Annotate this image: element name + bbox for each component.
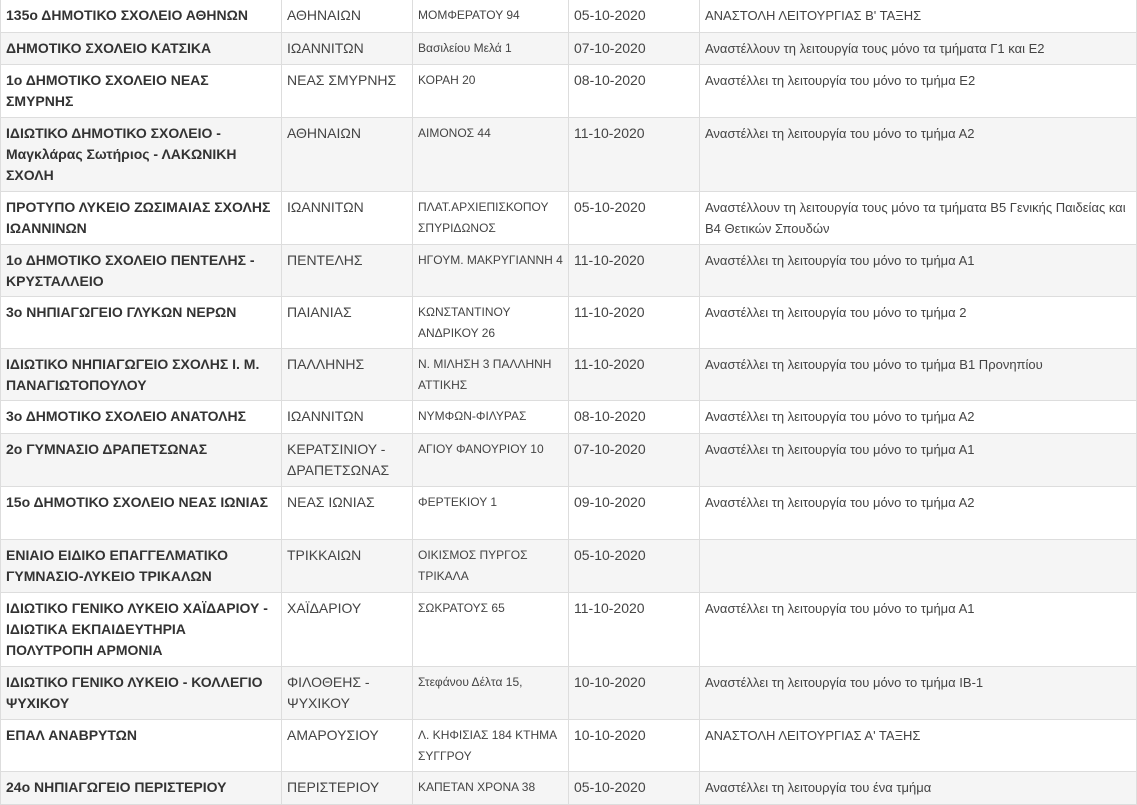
table-row (1, 434, 1137, 487)
school-name-cell: 15ο ΔΗΜΟΤΙΚΟ ΣΧΟΛΕΙΟ ΝΕΑΣ ΙΩΝΙΑΣ (1, 487, 282, 540)
address-cell: ΚΟΡΑΗ 20 (413, 65, 569, 118)
date-cell: 08-10-2020 (569, 401, 700, 434)
municipality-cell: ΑΘΗΝΑΙΩΝ (282, 118, 413, 192)
school-name-cell: ΙΔΙΩΤΙΚΟ ΓΕΝΙΚΟ ΛΥΚΕΙΟ - ΚΟΛΛΕΓΙΟ ΨΥΧΙΚΟΥ (1, 667, 282, 720)
municipality-cell: ΤΡΙΚΚΑΙΩΝ (282, 540, 413, 593)
address-cell: ΜΟΜΦΕΡΑΤΟΥ 94 (413, 0, 569, 33)
note-cell: Αναστέλλει τη λειτουργία του μόνο το τμήμα Ε2 (700, 65, 1137, 118)
address-cell: Στεφάνου Δέλτα 15, (413, 667, 569, 720)
note-cell: ΑΝΑΣΤΟΛΗ ΛΕΙΤΟΥΡΓΙΑΣ Β' ΤΑΞΗΣ (700, 0, 1137, 33)
table-row (1, 772, 1137, 805)
note-cell: Αναστέλλουν τη λειτουργία τους μόνο τα τμήματα Γ1 και Ε2 (700, 33, 1137, 65)
address-cell: ΟΙΚΙΣΜΟΣ ΠΥΡΓΟΣ ΤΡΙΚΑΛΑ (413, 540, 569, 593)
table-row (1, 65, 1137, 118)
school-name-cell: ΠΡΟΤΥΠΟ ΛΥΚΕΙΟ ΖΩΣΙΜΑΙΑΣ ΣΧΟΛΗΣ ΙΩΑΝΝΙΝΩΝ (1, 192, 282, 245)
table-row (1, 33, 1137, 65)
school-name-cell: ΕΝΙΑΙΟ ΕΙΔΙΚΟ ΕΠΑΓΓΕΛΜΑΤΙΚΟ ΓΥΜΝΑΣΙΟ-ΛΥΚΕΙΟ ΤΡΙΚΑΛΩΝ (1, 540, 282, 593)
school-name-cell: 135ο ΔΗΜΟΤΙΚΟ ΣΧΟΛΕΙΟ ΑΘΗΝΩΝ (1, 0, 282, 33)
note-cell: Αναστέλλει τη λειτουργία του μόνο το τμήμα Α2 (700, 118, 1137, 192)
date-cell: 11-10-2020 (569, 349, 700, 401)
table-row (1, 349, 1137, 401)
municipality-cell: ΑΜΑΡΟΥΣΙΟΥ (282, 720, 413, 772)
table-body (1, 0, 1137, 805)
table-row (1, 720, 1137, 772)
note-cell: Αναστέλλει τη λειτουργία του μόνο το τμήμα ΙΒ-1 (700, 667, 1137, 720)
date-cell: 05-10-2020 (569, 192, 700, 245)
table-row (1, 401, 1137, 434)
school-name-cell: ΕΠΑΛ ΑΝΑΒΡΥΤΩΝ (1, 720, 282, 772)
school-name-cell: ΙΔΙΩΤΙΚΟ ΔΗΜΟΤΙΚΟ ΣΧΟΛΕΙΟ - Μαγκλάρας Σωτήριος - ΛΑΚΩΝΙΚΗ ΣΧΟΛΗ (1, 118, 282, 192)
municipality-cell: ΝΕΑΣ ΙΩΝΙΑΣ (282, 487, 413, 540)
address-cell: Βασιλείου Μελά 1 (413, 33, 569, 65)
note-cell: Αναστέλλουν τη λειτουργία τους μόνο τα τμήματα Β5 Γενικής Παιδείας και Β4 Θετικών Σπουδών (700, 192, 1137, 245)
table-row (1, 0, 1137, 33)
school-name-cell: 1ο ΔΗΜΟΤΙΚΟ ΣΧΟΛΕΙΟ ΝΕΑΣ ΣΜΥΡΝΗΣ (1, 65, 282, 118)
table-row (1, 487, 1137, 540)
table-row (1, 192, 1137, 245)
school-name-cell: 1ο ΔΗΜΟΤΙΚΟ ΣΧΟΛΕΙΟ ΠΕΝΤΕΛΗΣ - ΚΡΥΣΤΑΛΛΕΙΟ (1, 245, 282, 297)
note-cell: Αναστέλλει τη λειτουργία του μόνο το τμήμα 2 (700, 297, 1137, 349)
municipality-cell: ΧΑΪΔΑΡΙΟΥ (282, 593, 413, 667)
date-cell: 11-10-2020 (569, 118, 700, 192)
note-cell: ΑΝΑΣΤΟΛΗ ΛΕΙΤΟΥΡΓΙΑΣ Α' ΤΑΞΗΣ (700, 720, 1137, 772)
address-cell: ΗΓΟΥΜ. ΜΑΚΡΥΓΙΑΝΝΗ 4 (413, 245, 569, 297)
school-name-cell: 2ο ΓΥΜΝΑΣΙΟ ΔΡΑΠΕΤΣΩΝΑΣ (1, 434, 282, 487)
municipality-cell: ΚΕΡΑΤΣΙΝΙΟΥ - ΔΡΑΠΕΤΣΩΝΑΣ (282, 434, 413, 487)
note-cell: Αναστέλλει τη λειτουργία του μόνο το τμήμα Α1 (700, 434, 1137, 487)
address-cell: ΚΑΠΕΤΑΝ ΧΡΟΝΑ 38 (413, 772, 569, 805)
date-cell: 11-10-2020 (569, 297, 700, 349)
municipality-cell: ΙΩΑΝΝΙΤΩΝ (282, 33, 413, 65)
municipality-cell: ΠΕΝΤΕΛΗΣ (282, 245, 413, 297)
municipality-cell: ΑΘΗΝΑΙΩΝ (282, 0, 413, 33)
date-cell: 11-10-2020 (569, 593, 700, 667)
date-cell: 10-10-2020 (569, 667, 700, 720)
note-cell: Αναστέλλει τη λειτουργία του μόνο το τμήμα Α2 (700, 401, 1137, 434)
table-row (1, 540, 1137, 593)
note-cell: Αναστέλλει τη λειτουργία του ένα τμήμα (700, 772, 1137, 805)
school-name-cell: 3ο ΝΗΠΙΑΓΩΓΕΙΟ ΓΛΥΚΩΝ ΝΕΡΩΝ (1, 297, 282, 349)
note-cell: Αναστέλλει τη λειτουργία του μόνο το τμήμα Β1 Προνηπίου (700, 349, 1137, 401)
address-cell: ΚΩΝΣΤΑΝΤΙΝΟΥ ΑΝΔΡΙΚΟΥ 26 (413, 297, 569, 349)
address-cell: ΣΩΚΡΑΤΟΥΣ 65 (413, 593, 569, 667)
date-cell: 10-10-2020 (569, 720, 700, 772)
municipality-cell: ΠΑΙΑΝΙΑΣ (282, 297, 413, 349)
address-cell: ΦΕΡΤΕΚΙΟΥ 1 (413, 487, 569, 540)
municipality-cell: ΠΕΡΙΣΤΕΡΙΟΥ (282, 772, 413, 805)
address-cell: Ν. ΜΙΛΗΣΗ 3 ΠΑΛΛΗΝΗ ΑΤΤΙΚΗΣ (413, 349, 569, 401)
note-cell: Αναστέλλει τη λειτουργία του μόνο το τμήμα Α1 (700, 245, 1137, 297)
table-row (1, 667, 1137, 720)
date-cell: 07-10-2020 (569, 434, 700, 487)
date-cell: 08-10-2020 (569, 65, 700, 118)
table-row (1, 297, 1137, 349)
table-row (1, 245, 1137, 297)
municipality-cell: ΠΑΛΛΗΝΗΣ (282, 349, 413, 401)
address-cell: ΝΥΜΦΩΝ-ΦΙΛΥΡΑΣ (413, 401, 569, 434)
date-cell: 05-10-2020 (569, 0, 700, 33)
address-cell: ΑΙΜΟΝΟΣ 44 (413, 118, 569, 192)
school-name-cell: ΙΔΙΩΤΙΚΟ ΝΗΠΙΑΓΩΓΕΙΟ ΣΧΟΛΗΣ Ι. Μ. ΠΑΝΑΓΙΩΤΟΠΟΥΛΟΥ (1, 349, 282, 401)
municipality-cell: ΙΩΑΝΝΙΤΩΝ (282, 401, 413, 434)
note-cell: Αναστέλλει τη λειτουργία του μόνο το τμήμα Α1 (700, 593, 1137, 667)
table-row (1, 118, 1137, 192)
municipality-cell: ΙΩΑΝΝΙΤΩΝ (282, 192, 413, 245)
address-cell: ΑΓΙΟΥ ΦΑΝΟΥΡΙΟΥ 10 (413, 434, 569, 487)
school-name-cell: ΙΔΙΩΤΙΚΟ ΓΕΝΙΚΟ ΛΥΚΕΙΟ ΧΑΪΔΑΡΙΟΥ - ΙΔΙΩΤΙΚΑ ΕΚΠΑΙΔΕΥΤΗΡΙΑ ΠΟΛΥΤΡΟΠΗ ΑΡΜΟΝΙΑ (1, 593, 282, 667)
note-cell (700, 540, 1137, 593)
address-cell: ΠΛΑΤ.ΑΡΧΙΕΠΙΣΚΟΠΟΥ ΣΠΥΡΙΔΩΝΟΣ (413, 192, 569, 245)
note-cell: Αναστέλλει τη λειτουργία του μόνο το τμήμα Α2 (700, 487, 1137, 540)
date-cell: 05-10-2020 (569, 540, 700, 593)
municipality-cell: ΝΕΑΣ ΣΜΥΡΝΗΣ (282, 65, 413, 118)
school-name-cell: 24ο ΝΗΠΙΑΓΩΓΕΙΟ ΠΕΡΙΣΤΕΡΙΟΥ (1, 772, 282, 805)
school-name-cell: ΔΗΜΟΤΙΚΟ ΣΧΟΛΕΙΟ ΚΑΤΣΙΚΑ (1, 33, 282, 65)
date-cell: 09-10-2020 (569, 487, 700, 540)
school-name-cell: 3ο ΔΗΜΟΤΙΚΟ ΣΧΟΛΕΙΟ ΑΝΑΤΟΛΗΣ (1, 401, 282, 434)
address-cell: Λ. ΚΗΦΙΣΙΑΣ 184 ΚΤΗΜΑ ΣΥΓΓΡΟΥ (413, 720, 569, 772)
municipality-cell: ΦΙΛΟΘΕΗΣ - ΨΥΧΙΚΟΥ (282, 667, 413, 720)
date-cell: 11-10-2020 (569, 245, 700, 297)
date-cell: 05-10-2020 (569, 772, 700, 805)
table-row (1, 593, 1137, 667)
date-cell: 07-10-2020 (569, 33, 700, 65)
